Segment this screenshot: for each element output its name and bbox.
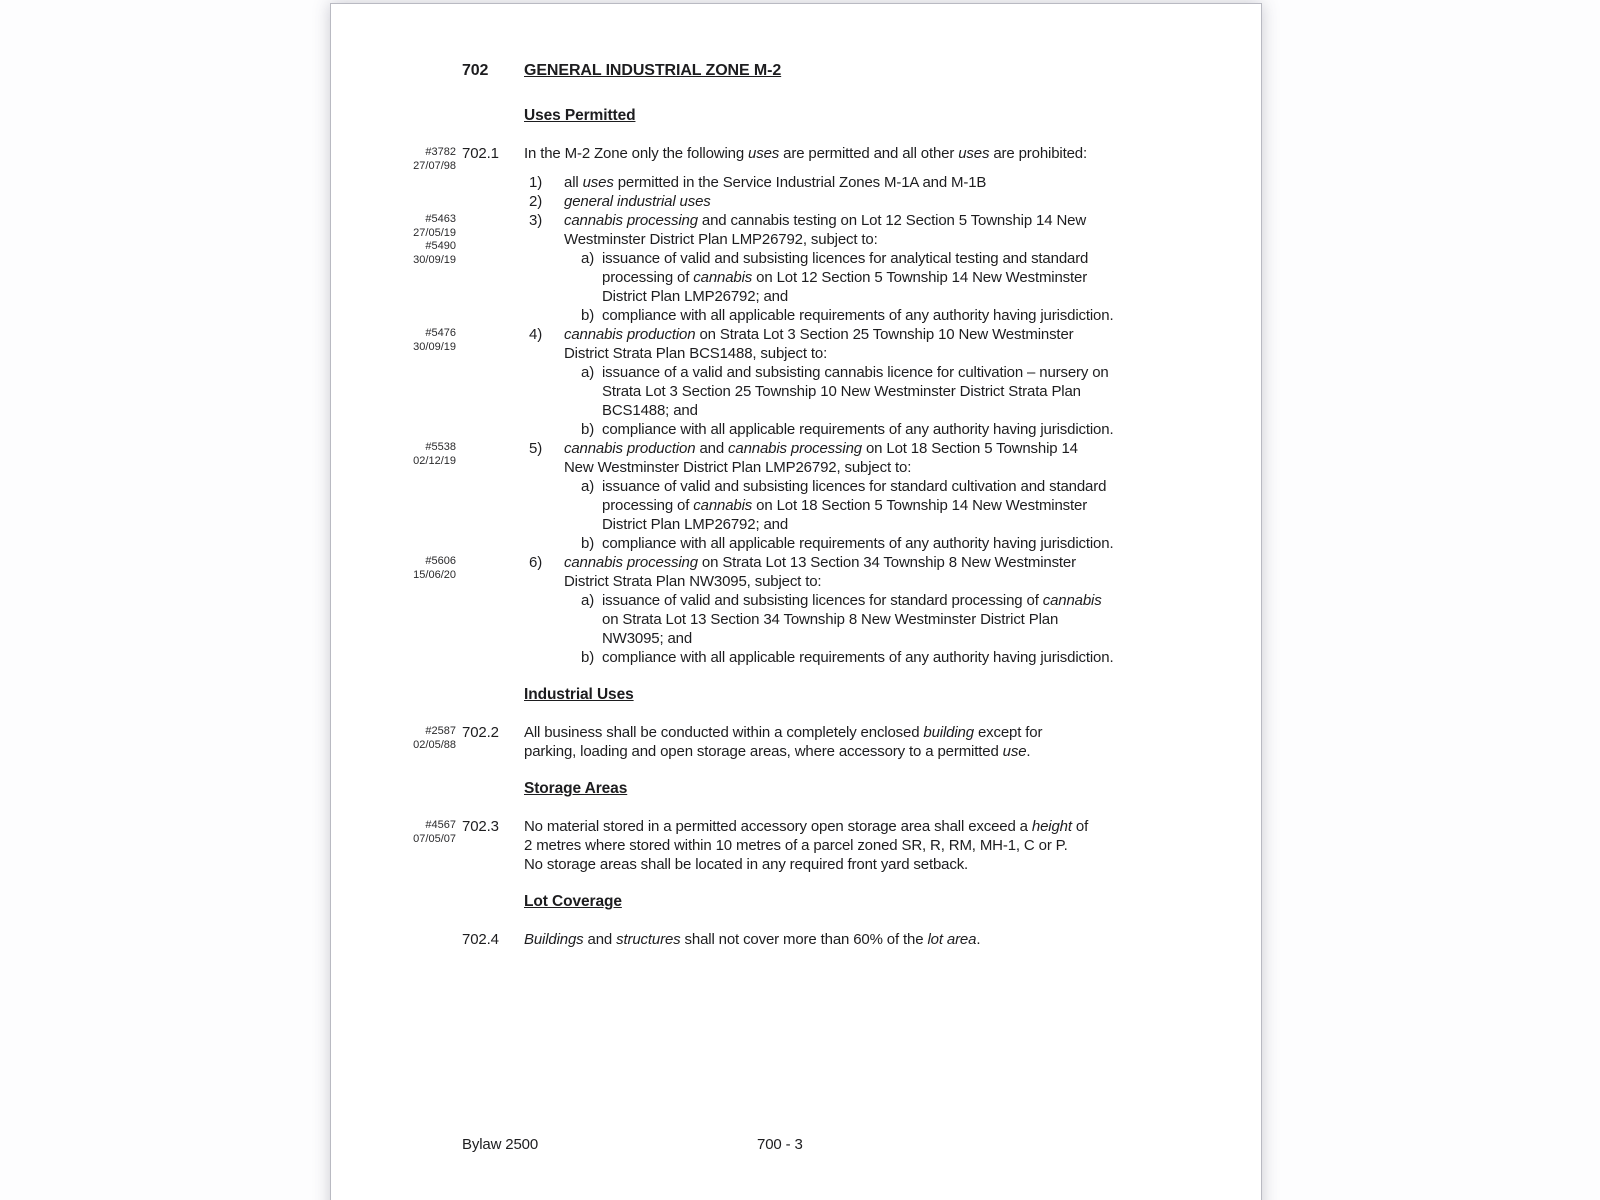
margin-spacer <box>331 61 456 63</box>
sub-item <box>581 477 1155 534</box>
list-item <box>524 211 1155 249</box>
sub-item <box>581 249 1155 306</box>
list-item-text: cannabis production and cannabis processing on Lot 18 Section 5 Township 14 New Westminster District Plan LMP26792, subject to: <box>564 440 1078 476</box>
amendment-ref: #4567 <box>425 819 456 831</box>
sub-item <box>581 591 1155 648</box>
sub-item-text: issuance of valid and subsisting licences for standard processing of cannabis on Strata Lot 13 Section 34 Township 8 New Westminster District Plan NW3095; and <box>602 592 1102 647</box>
amendment-note <box>331 723 456 752</box>
list-item-text: all uses permitted in the Service Industrial Zones M-1A and M-1B <box>564 174 987 191</box>
amendment-date: 07/05/07 <box>413 832 456 845</box>
list-item <box>524 439 1155 477</box>
amendment-note <box>331 192 456 194</box>
section-heading-uses-permitted: Uses Permitted <box>524 107 636 124</box>
list-item <box>524 192 1155 211</box>
amendment-note <box>331 211 456 267</box>
section-heading-lot-coverage: Lot Coverage <box>524 893 622 910</box>
section-702-4-row <box>331 930 1261 949</box>
sub-item-letter: b) <box>581 307 595 324</box>
uses-permitted-list <box>331 173 1261 667</box>
sub-item-text: compliance with all applicable requirements of any authority having jurisdiction. <box>602 535 1114 552</box>
amendment-date: 27/07/98 <box>413 159 456 172</box>
footer-bylaw-label: Bylaw 2500 <box>462 1136 539 1153</box>
list-item-text: cannabis processing and cannabis testing on Lot 12 Section 5 Township 14 New Westminster District Plan LMP26792, subject to: <box>564 212 1087 248</box>
list-item-number: 2) <box>529 193 543 210</box>
section-number: 702.1 <box>462 145 499 162</box>
bylaw-page <box>330 3 1262 1200</box>
section-heading-storage-areas: Storage Areas <box>524 780 628 797</box>
sub-item-text: compliance with all applicable requirements of any authority having jurisdiction. <box>602 649 1114 666</box>
amendment-date: 30/09/19 <box>413 340 456 353</box>
use-list-item-row <box>331 325 1261 439</box>
list-item-number: 4) <box>529 326 543 343</box>
amendment-ref: #5490 <box>425 240 456 252</box>
section-702-1-intro: In the M-2 Zone only the following uses are permitted and all other uses are prohibited: <box>524 145 1087 162</box>
amendment-date: 02/12/19 <box>413 454 456 467</box>
amendment-note <box>331 325 456 354</box>
amendment-date: 30/09/19 <box>413 253 456 266</box>
section-number: 702.2 <box>462 724 499 741</box>
use-list-item-row <box>331 173 1261 192</box>
list-item-number: 5) <box>529 440 543 457</box>
sub-item-letter: a) <box>581 592 595 609</box>
amendment-ref: #5476 <box>425 327 456 339</box>
section-number: 702.4 <box>462 931 499 948</box>
sub-item-text: issuance of valid and subsisting licences for standard cultivation and standard processing of cannabis on Lot 18 Section 5 Township 14 New Westminster District Plan LMP26792; and <box>602 478 1107 533</box>
sub-item <box>581 648 1155 667</box>
list-item-number: 1) <box>529 174 543 191</box>
amendment-date: 02/05/88 <box>413 738 456 751</box>
list-item <box>524 325 1155 363</box>
sub-item-letter: b) <box>581 535 595 552</box>
list-item-text: cannabis production on Strata Lot 3 Section 25 Township 10 New Westminster District Strata Plan BCS1488, subject to: <box>564 326 1074 362</box>
list-item-text: general industrial uses <box>564 193 711 210</box>
page-title: GENERAL INDUSTRIAL ZONE M-2 <box>524 62 782 79</box>
list-item-number: 6) <box>529 554 543 571</box>
amendment-note <box>331 553 456 582</box>
title-section-number: 702 <box>462 62 489 79</box>
sub-item <box>581 534 1155 553</box>
heading-row-industrial-uses <box>331 685 1261 705</box>
amendment-ref: #5606 <box>425 555 456 567</box>
sub-item-text: issuance of a valid and subsisting cannabis licence for cultivation – nursery on Strata Lot 3 Section 25 Township 10 New Westminster District Strata Plan BCS1488; and <box>602 364 1109 419</box>
sub-item <box>581 306 1155 325</box>
heading-row-lot-coverage <box>331 892 1261 912</box>
sub-item-letter: b) <box>581 649 595 666</box>
amendment-note <box>331 144 456 173</box>
title-row <box>331 61 1261 81</box>
sub-item-text: issuance of valid and subsisting licences for analytical testing and standard processing of cannabis on Lot 12 Section 5 Township 14 New Westminster District Plan LMP26792; and <box>602 250 1089 305</box>
amendment-note <box>331 173 456 175</box>
list-item <box>524 553 1155 591</box>
use-list-item-row <box>331 439 1261 553</box>
use-list-item-row <box>331 553 1261 667</box>
section-702-2-row <box>331 723 1261 761</box>
amendment-ref: #3782 <box>425 146 456 158</box>
sub-item-letter: a) <box>581 364 595 381</box>
amendment-note <box>331 817 456 846</box>
footer-page-number: 700 - 3 <box>757 1136 803 1153</box>
amendment-date: 27/05/19 <box>413 226 456 239</box>
use-list-item-row <box>331 192 1261 211</box>
section-702-3-text: No material stored in a permitted accessory open storage area shall exceed a height of 2 metres where stored within 10 metres of a parcel zoned SR, R, RM, MH-1, C or P. No storage areas shall be located in any required front yard setback. <box>524 818 1089 873</box>
sub-item <box>581 420 1155 439</box>
list-item <box>524 173 1155 192</box>
sub-item-letter: b) <box>581 421 595 438</box>
list-item-number: 3) <box>529 212 543 229</box>
sub-item-letter: a) <box>581 250 595 267</box>
use-list-item-row <box>331 211 1261 325</box>
amendment-date: 15/06/20 <box>413 568 456 581</box>
heading-row-storage-areas <box>331 779 1261 799</box>
sub-item-text: compliance with all applicable requirements of any authority having jurisdiction. <box>602 307 1114 324</box>
section-702-2-text: All business shall be conducted within a completely enclosed building except for parking, loading and open storage areas, where accessory to a permitted use. <box>524 724 1043 760</box>
section-702-3-row <box>331 817 1261 874</box>
sub-item-letter: a) <box>581 478 595 495</box>
section-702-1-row <box>331 144 1261 173</box>
amendment-ref: #5463 <box>425 213 456 225</box>
section-702-4-text: Buildings and structures shall not cover more than 60% of the lot area. <box>524 931 981 948</box>
section-number: 702.3 <box>462 818 499 835</box>
heading-row-uses-permitted <box>331 106 1261 126</box>
sub-item-text: compliance with all applicable requirements of any authority having jurisdiction. <box>602 421 1114 438</box>
list-item-text: cannabis processing on Strata Lot 13 Section 34 Township 8 New Westminster District Strata Plan NW3095, subject to: <box>564 554 1076 590</box>
amendment-ref: #2587 <box>425 725 456 737</box>
amendment-ref: #5538 <box>425 441 456 453</box>
amendment-note <box>331 439 456 468</box>
sub-item <box>581 363 1155 420</box>
section-heading-industrial-uses: Industrial Uses <box>524 686 634 703</box>
